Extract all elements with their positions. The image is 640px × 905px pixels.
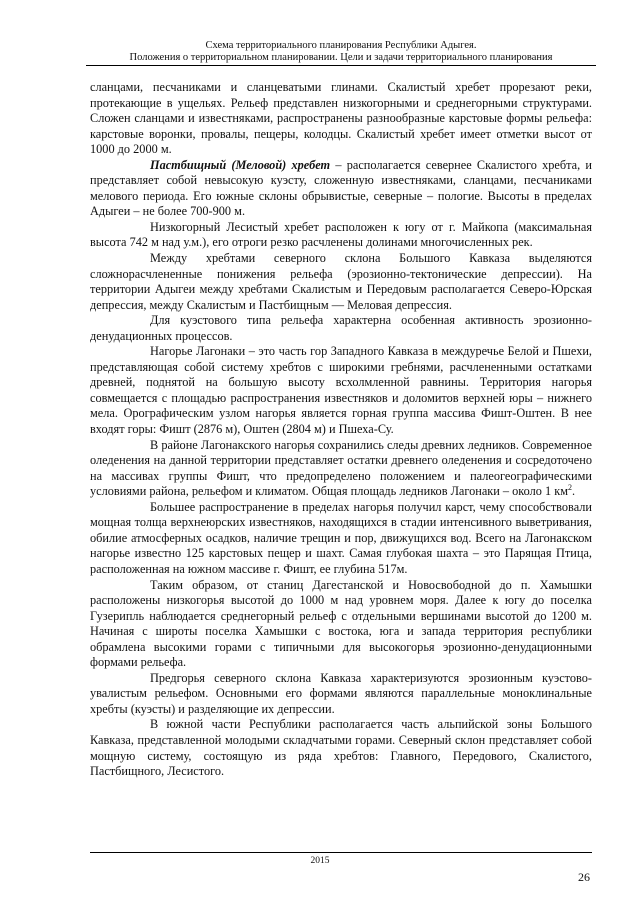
page-header bbox=[86, 40, 596, 64]
paragraph-pasture-ridge bbox=[90, 158, 592, 220]
footer-divider bbox=[90, 852, 592, 853]
header-title: Схема территориального планирования Республики Адыгея. bbox=[205, 40, 477, 51]
paragraph-foothills: Предгорья северного склона Кавказа характеризуются эрозионным куэстово-увалистым рельефом. Основными его формами являются параллельные моноклинальные хребты (куэсты) и разделяющие их депрессии. bbox=[90, 670, 592, 716]
glaciers-text: В районе Лагонакского нагорья сохранились следы древних ледников. Современное оледенения на данной территории представляет остатки древнего оледенения и сосредоточено на массивах группы Фишт, что предопределено положением и палеогеографическими условиями района, рельефом и климатом. Общая площадь ледников Лагонаки – около 1 км bbox=[90, 437, 592, 499]
paragraph-karst: Большее распространение в пределах нагорья получил карст, чему способствовали мощная толща верхнеюрских известняков, находящихся в стадии интенсивного выветривания, обилие атмосферных осадков, наличие трещин и пор, движущихся вод. Всего на Лагонакском нагорье известно 125 карстовых пещер и шахт. Самая глубокая шахта – это Парящая Птица, расположенная на южном массиве г. Фишт, ее глубина 517м. bbox=[90, 499, 592, 576]
paragraph-depressions: Между хребтами северного склона Большого Кавказа выделяются сложнорасчлененные понижения рельефа (эрозионно-тектонические депрессии). На территории Адыгеи между хребтами Скалистым и Передовым располагается Северо-Юрская депрессия, между Скалистым и Пастбищным — Меловая депрессия. bbox=[90, 251, 592, 312]
glaciers-tail: . bbox=[571, 484, 576, 499]
glaciers-superscript: 2 bbox=[567, 483, 572, 493]
pasture-ridge-text: – располагается севернее Скалистого хребта, и представляет собой невысокую куэсту, сложенную известняками, сланцами, песчаниками мелового периода. Его южные склоны обрывистые, северные – пологие. Высоты в пределах Адыгеи – не более 700-900 м. bbox=[90, 157, 592, 219]
document-body bbox=[90, 80, 592, 780]
page-number: 26 bbox=[578, 870, 590, 884]
paragraph-glaciers bbox=[90, 438, 592, 500]
paragraph-rocky-ridge: сланцами, песчаниками и сланцеватыми глинами. Скалистый хребет прорезают реки, протекающие в ущельях. Рельеф представлен низкогорными и среднегорными структурами. Сложен сланцами и известняками, распространены разнообразные карстовые формы рельефа: карстовые воронки, провалы, пещеры, колодцы. Скалистый хребет имеет отметки высот от 1000 до 2000 м. bbox=[90, 80, 592, 157]
paragraph-forest-ridge: Низкогорный Лесистый хребет расположен к югу от г. Майкопа (максимальная высота 742 м над у.м.), его отроги резко расчленены долинами многочисленных рек. bbox=[90, 219, 592, 250]
header-subtitle: Положения о территориальном планировании. Цели и задачи территориального планирования bbox=[129, 52, 553, 63]
paragraph-alpine-zone: В южной части Республики располагается часть альпийской зоны Большого Кавказа, представленной молодыми складчатыми горами. Северный склон представляет собой мощную систему, состоящую из ряда хребтов: Главного, Передового, Скалистого, Пастбищного, Лесистого. bbox=[90, 717, 592, 779]
paragraph-cuesta-erosion: Для куэстового типа рельефа характерна особенная активность эрозионно-денудационных процессов. bbox=[90, 313, 592, 343]
header-divider bbox=[86, 65, 596, 66]
pasture-ridge-heading: Пастбищный (Меловой) хребет bbox=[150, 157, 331, 172]
footer-year: 2015 bbox=[310, 856, 330, 866]
paragraph-lowlands: Таким образом, от станиц Дагестанской и Новосвободной до п. Хамышки расположены низкогорья высотой до 1000 м над уровнем моря. Далее к югу до поселка Гузерипль наблюдается среднегорный рельеф с отдельными вершинами высотой до 1200 м. Начиная с широты поселка Хамышки с востока, юга и запада территория республики обрамлена высокими горами с типичными для высокогорья эрозионно-денудационными формами рельефа. bbox=[90, 577, 592, 670]
paragraph-lagonaki: Нагорье Лагонаки – это часть гор Западного Кавказа в междуречье Белой и Пшехи, представляющая собой систему хребтов с широкими гребнями, расчлененными остатками древней, поднятой на большую высоту всхолмленной равнины. Территория нагорья совмещается с площадью распространения известняков и доломитов верхней юры – нижнего мела. Орографическим узлом нагорья является горная группа массива Фишт-Оштен. В нее входят горы: Фишт (2876 м), Оштен (2804 м) и Пшеха-Су. bbox=[90, 344, 592, 437]
